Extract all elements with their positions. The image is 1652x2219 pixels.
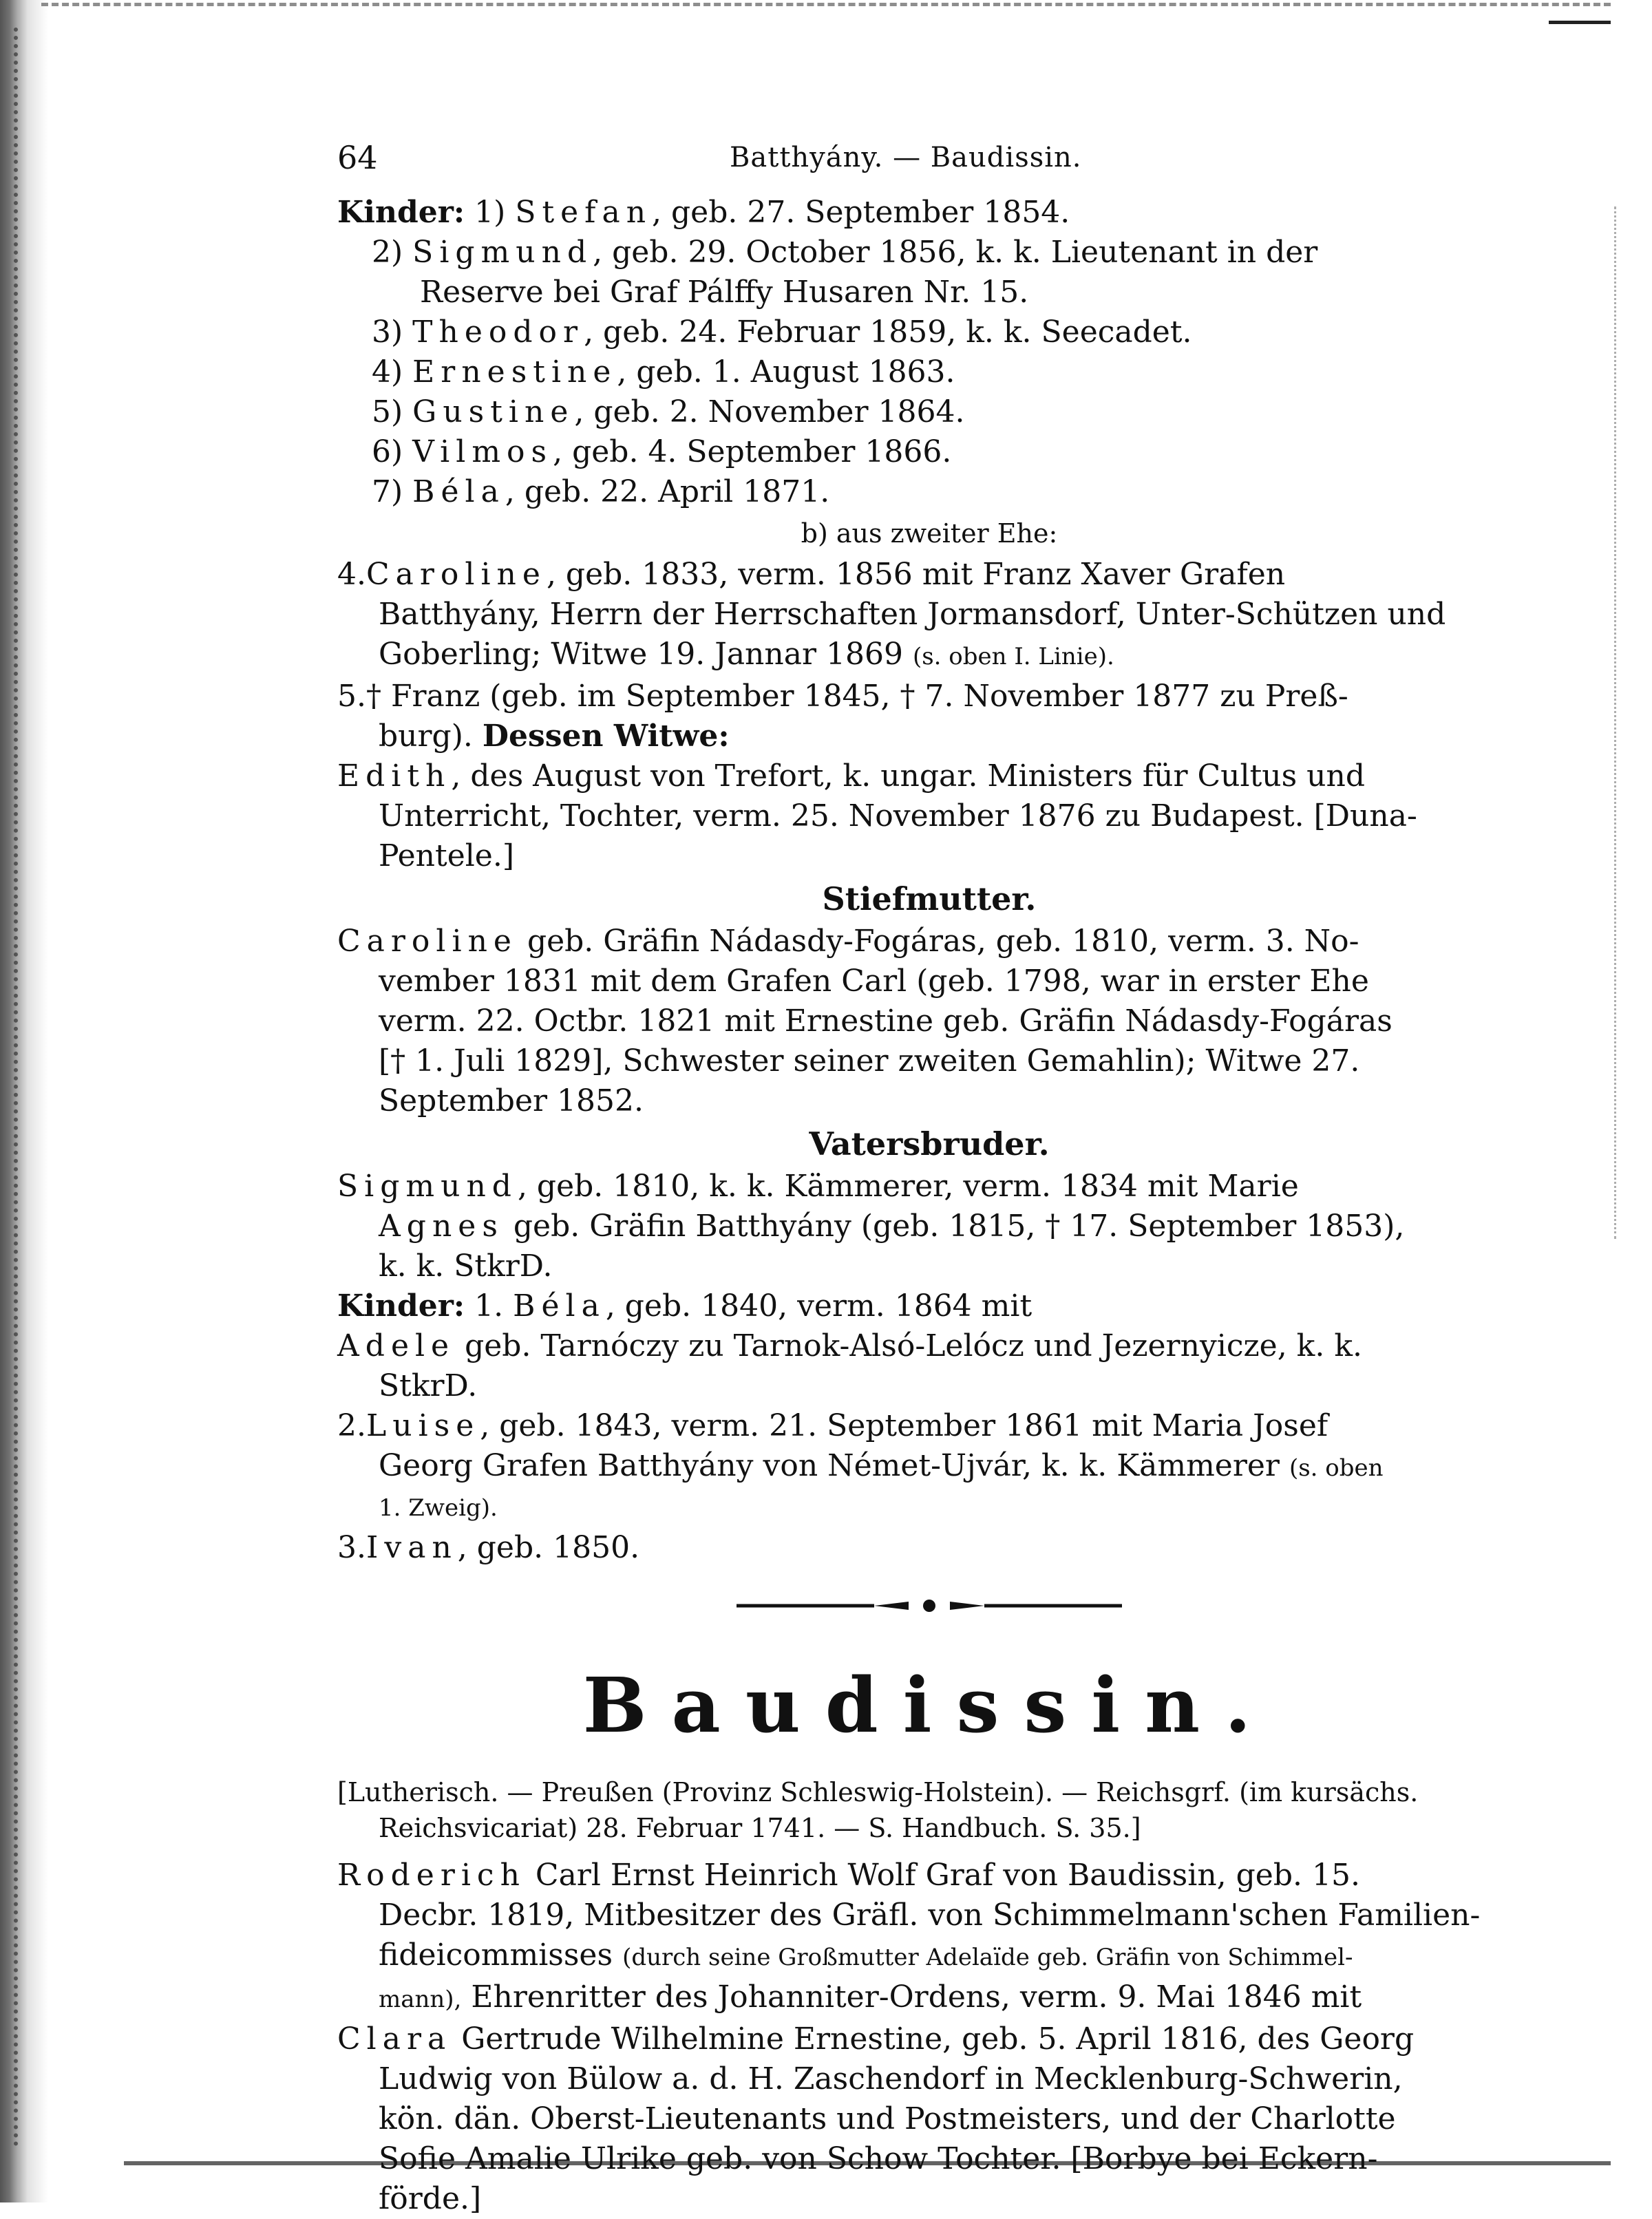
adele-entry: [337, 1326, 1521, 1366]
entry-num: 3.: [337, 1530, 366, 1565]
roderich-line-2: Decbr. 1819, Mitbesitzer des Gräfl. von Schimmelmann'schen Familien-: [379, 1898, 1481, 1933]
caroline-line-3: [337, 635, 1521, 677]
clara-line-5: förde.]: [379, 2181, 482, 2216]
child-text: , geb. 22. April 1871.: [505, 474, 830, 509]
uncle-kinder-label: Kinder:: [337, 1288, 465, 1324]
caroline-name: Caroline: [366, 557, 547, 592]
bela-name: Béla: [513, 1288, 606, 1324]
child-num: 6): [372, 434, 403, 469]
second-marriage-heading: b) aus zweiter Ehe:: [801, 518, 1058, 549]
stepmother-line-2: vember 1831 mit dem Grafen Carl (geb. 1798, war in erster Ehe: [379, 964, 1369, 999]
child-entry: [337, 312, 1521, 352]
luise-name: Luise: [366, 1408, 480, 1443]
clara-line-1: [337, 2019, 1521, 2059]
clara-name: Clara: [337, 2021, 452, 2057]
entry-num: 1.: [474, 1288, 504, 1324]
child-name: Gustine: [412, 394, 575, 429]
roderich-entry: [337, 1856, 1521, 2019]
luise-ref-cont: 1. Zweig).: [379, 1494, 498, 1522]
adele-cont: StkrD.: [379, 1368, 478, 1403]
clara-line-4: Sofie Amalie Ulrike geb. von Schow Tochter. [Borbye bei Eckern-: [379, 2141, 1378, 2176]
caroline-line-2: Batthyány, Herrn der Herrschaften Jormansdorf, Unter-Schützen und: [379, 597, 1446, 632]
roderich-line-3: [337, 1935, 1521, 1977]
kinder-line-1: [337, 193, 1521, 233]
stepmother-entry: [337, 922, 1521, 962]
luise-line-1: , geb. 1843, verm. 21. September 1861 mit Maria Josef: [480, 1408, 1328, 1443]
child-entry: [337, 432, 1521, 472]
uncle-line-1: , geb. 1810, k. k. Kämmerer, verm. 1834 mit Marie: [517, 1169, 1299, 1204]
stepmother-heading: Stiefmutter.: [822, 880, 1037, 917]
luise-line-2: [337, 1446, 1521, 1488]
child-num: 5): [372, 394, 403, 429]
child-name: Ernestine: [412, 354, 617, 390]
edith-name: Edith: [337, 758, 452, 794]
adele-text: geb. Tarnóczy zu Tarnok-Alsó-Lelócz und Jezernyicze, k. k.: [455, 1328, 1362, 1363]
caroline-line-1: , geb. 1833, verm. 1856 mit Franz Xaver Grafen: [546, 557, 1286, 592]
child-entry: [337, 233, 1521, 273]
adele-name: Adele: [337, 1328, 456, 1363]
uncle-line-3: k. k. StkrD.: [379, 1249, 553, 1284]
stepmother-line-3: verm. 22. Octbr. 1821 mit Ernestine geb. Gräfin Nádasdy-Fogáras: [379, 1004, 1392, 1039]
ivan-name: Ivan: [366, 1530, 458, 1565]
uncle-children-line-1: [337, 1286, 1521, 1326]
scan-top-edge: [41, 3, 1611, 13]
entry-num: 4.: [337, 557, 366, 592]
source-line-1: [Lutherisch. — Preußen (Provinz Schleswig-Holstein). — Reichsgrf. (im kursächs.: [337, 1777, 1419, 1807]
roderich-name: Roderich: [337, 1858, 526, 1893]
page-number: 64: [337, 139, 378, 176]
scan-corner-mark: [1549, 21, 1611, 31]
ornament-divider: [737, 1595, 1122, 1616]
page-header: [337, 131, 1521, 179]
child-text: , geb. 24. Februar 1859, k. k. Seecadet.: [584, 315, 1192, 350]
child-entry-cont: Reserve bei Graf Pálffy Husaren Nr. 15.: [420, 275, 1029, 310]
franz-entry: [337, 677, 1521, 716]
child-text: , geb. 2. November 1864.: [574, 394, 965, 429]
edith-entry: [337, 756, 1521, 796]
uncle-line-2: [337, 1207, 1521, 1246]
franz-line-1: † Franz (geb. im September 1845, † 7. November 1877 zu Preß-: [366, 679, 1348, 714]
child-text: , geb. 1. August 1863.: [617, 354, 955, 390]
luise-entry: [337, 1406, 1521, 1446]
stepmother-line-5: September 1852.: [379, 1083, 644, 1118]
edith-line-3: Pentele.]: [379, 838, 514, 873]
clara-entry: [337, 2019, 1521, 2219]
edith-line-1: , des August von Trefort, k. ungar. Ministers für Cultus und: [451, 758, 1366, 794]
caroline-line-3-text: Goberling; Witwe 19. Jannar 1869: [379, 637, 903, 672]
child-name: Stefan: [515, 195, 653, 230]
franz-line-2: [337, 716, 1521, 756]
caroline-entry: [337, 555, 1521, 595]
ivan-entry: [337, 1528, 1521, 1568]
bela-text: , geb. 1840, verm. 1864 mit: [605, 1288, 1032, 1324]
entry-num: 2.: [337, 1408, 366, 1443]
roderich-line-4-text: Ehrenritter des Johanniter-Ordens, verm. 9. Mai 1846 mit: [461, 1979, 1362, 2015]
child-num: 3): [372, 315, 403, 350]
child-text: , geb. 4. September 1866.: [553, 434, 952, 469]
kinder-label: Kinder:: [337, 195, 465, 230]
roderich-note-cont: mann),: [379, 1986, 462, 2013]
stepmother-line-4: [† 1. Juli 1829], Schwester seiner zweiten Gemahlin); Witwe 27.: [379, 1043, 1360, 1079]
ivan-text: , geb. 1850.: [457, 1530, 640, 1565]
uncle-line-2-text: geb. Gräfin Batthyány (geb. 1815, † 17. September 1853),: [503, 1209, 1405, 1244]
clara-line-1-text: Gertrude Wilhelmine Ernestine, geb. 5. April 1816, des Georg: [452, 2021, 1415, 2057]
running-head: Batthyány. — Baudissin.: [730, 142, 1082, 173]
roderich-note: (durch seine Großmutter Adelaïde geb. Gräfin von Schimmel-: [622, 1944, 1353, 1971]
widow-label: Dessen Witwe:: [482, 719, 730, 754]
roderich-line-1-text: Carl Ernst Heinrich Wolf Graf von Baudissin, geb. 15.: [525, 1858, 1360, 1893]
stepmother-name: Caroline: [337, 924, 518, 959]
luise-line-2-text: Georg Grafen Batthyány von Német-Ujvár, k. k. Kämmerer: [379, 1448, 1280, 1483]
franz-line-2-text: burg).: [379, 719, 473, 754]
child-name: Béla: [412, 474, 505, 509]
entry-num: 5.: [337, 679, 366, 714]
scan-binding-shadow: [14, 28, 36, 2147]
source-line-2: Reichsvicariat) 28. Februar 1741. — S. Handbuch. S. 35.]: [379, 1813, 1141, 1843]
child-entry: [337, 352, 1521, 392]
uncle-entry: [337, 1167, 1521, 1207]
child-text: , geb. 29. October 1856, k. k. Lieutenant in der: [593, 235, 1318, 270]
stepmother-line-1: geb. Gräfin Nádasdy-Fogáras, geb. 1810, verm. 3. No-: [517, 924, 1359, 959]
caroline-ref: (s. oben I. Linie).: [912, 643, 1114, 670]
child-num: 1): [474, 195, 506, 230]
child-num: 2): [372, 235, 403, 270]
uncle-heading: Vatersbruder.: [809, 1125, 1050, 1162]
clara-line-3: kön. dän. Oberst-Lieutenants und Postmeisters, und der Charlotte: [379, 2101, 1396, 2136]
roderich-line-4: [337, 1977, 1521, 2019]
baudissin-title: Baudissin.: [582, 1661, 1276, 1750]
roderich-line-3-text: fideicommisses: [379, 1937, 613, 1973]
child-num: 4): [372, 354, 403, 390]
child-entry: [337, 472, 1521, 512]
scan-bleed-through: [1614, 206, 1644, 1239]
luise-ref: (s. oben: [1289, 1454, 1384, 1482]
page: [337, 131, 1521, 2219]
child-name: Sigmund: [412, 235, 593, 270]
child-name: Theodor: [412, 315, 584, 350]
clara-line-2: Ludwig von Bülow a. d. H. Zaschendorf in Mecklenburg-Schwerin,: [379, 2061, 1403, 2096]
child-entry: [337, 392, 1521, 432]
child-text: , geb. 27. September 1854.: [652, 195, 1070, 230]
child-name: Vilmos: [412, 434, 553, 469]
roderich-line-1: [337, 1856, 1521, 1896]
uncle-name: Sigmund: [337, 1169, 518, 1204]
uncle-wife-name: Agnes: [379, 1209, 504, 1244]
child-num: 7): [372, 474, 403, 509]
edith-line-2: Unterricht, Tochter, verm. 25. November 1876 zu Budapest. [Duna-: [379, 798, 1417, 834]
